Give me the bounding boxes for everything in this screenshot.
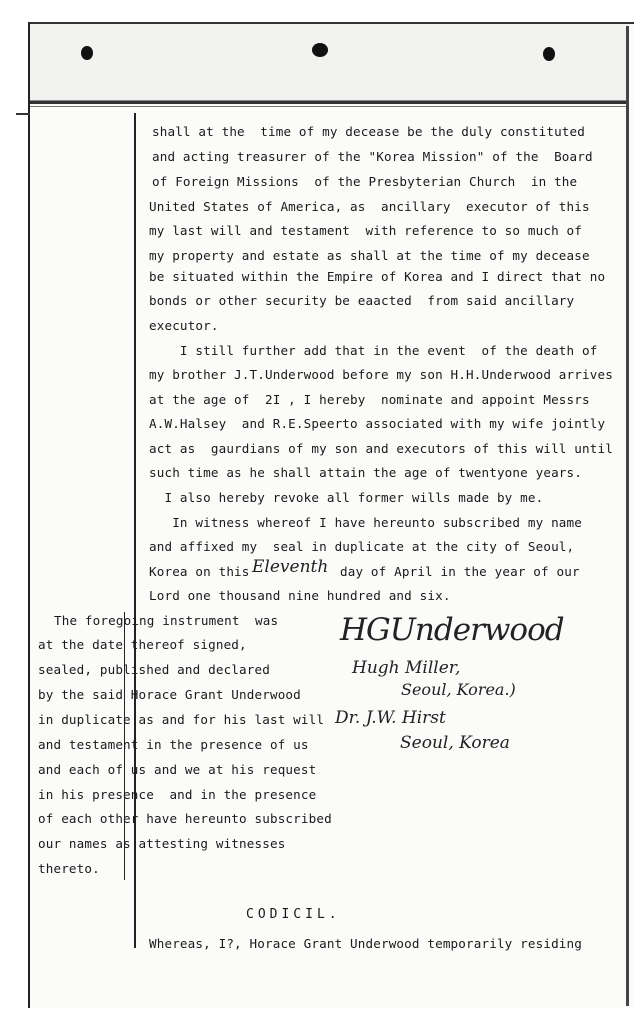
body-line: United States of America, as ancillary executor of this (149, 199, 590, 214)
codicil-heading: CODICIL. (246, 907, 341, 922)
body-line: my brother J.T.Underwood before my son H.H.Underwood arrives (149, 367, 613, 382)
witness-line: and testament in the presence of us (38, 737, 309, 752)
testator-signature: HGUnderwood (340, 612, 564, 648)
witness1-place: Seoul, Korea.) (401, 680, 516, 699)
body-line: bonds or other security be eaacted from said ancillary (149, 293, 575, 308)
body-line: A.W.Halsey and R.E.Speerto associated with my wife jointly (149, 416, 606, 431)
body-line: I still further add that in the event of the death of (149, 343, 598, 358)
margin-tick (16, 113, 30, 120)
body-line: be situated within the Empire of Korea and I direct that no (149, 269, 606, 284)
body-line: Lord one thousand nine hundred and six. (149, 588, 451, 603)
handwritten-day: Eleventh (252, 557, 329, 577)
punch-hole-left-icon (81, 46, 93, 60)
page-right-edge (626, 26, 629, 1006)
punch-hole-center-icon (312, 43, 328, 57)
witness2-place: Seoul, Korea (400, 733, 510, 753)
witness-line: in duplicate as and for his last will (38, 712, 325, 727)
witness-line: in his presence and in the presence (38, 787, 317, 802)
codicil-line: Whereas, I?, Horace Grant Underwood temporarily residing (149, 936, 582, 951)
witness-line: by the said Horace Grant Underwood (38, 687, 301, 702)
witness-line: thereto. (38, 861, 100, 876)
witness2-signature: Dr. J.W. Hirst (335, 708, 446, 728)
body-line: such time as he shall attain the age of twentyone years. (149, 465, 582, 480)
body-line: In witness whereof I have hereunto subscribed my name (149, 515, 582, 530)
body-line: and acting treasurer of the "Korea Mission" of the Board (152, 149, 593, 164)
body-line: shall at the time of my decease be the duly constituted (152, 124, 585, 139)
punch-hole-right-icon (543, 47, 555, 61)
body-line: my property and estate as shall at the time of my decease (149, 248, 590, 263)
witness-line: of each other have hereunto subscribed (38, 811, 332, 826)
witness-line: our names as attesting witnesses (38, 836, 286, 851)
body-line: act as gaurdians of my son and executors of this will until (149, 441, 613, 456)
body-line: Korea on this (149, 564, 250, 579)
body-line: and affixed my seal in duplicate at the city of Seoul, (149, 539, 575, 554)
header-rule-thin (30, 106, 628, 107)
body-line: I also hereby revoke all former wills made by me. (149, 490, 544, 505)
witness-line: and each of us and we at his request (38, 762, 317, 777)
body-line: day of April in the year of our (340, 564, 580, 579)
page-header-band (30, 24, 628, 101)
witness1-signature: Hugh Miller, (352, 658, 461, 678)
body-line: executor. (149, 318, 219, 333)
header-rule (30, 101, 628, 104)
body-line: at the age of 2I , I hereby nominate and appoint Messrs (149, 392, 590, 407)
witness-line: sealed, published and declared (38, 662, 270, 677)
witness-line: The foregoing instrument was (54, 613, 279, 628)
witness-line: at the date thereof signed, (38, 637, 247, 652)
body-line: of Foreign Missions of the Presbyterian Church in the (152, 174, 578, 189)
body-line: my last will and testament with reference to so much of (149, 223, 582, 238)
